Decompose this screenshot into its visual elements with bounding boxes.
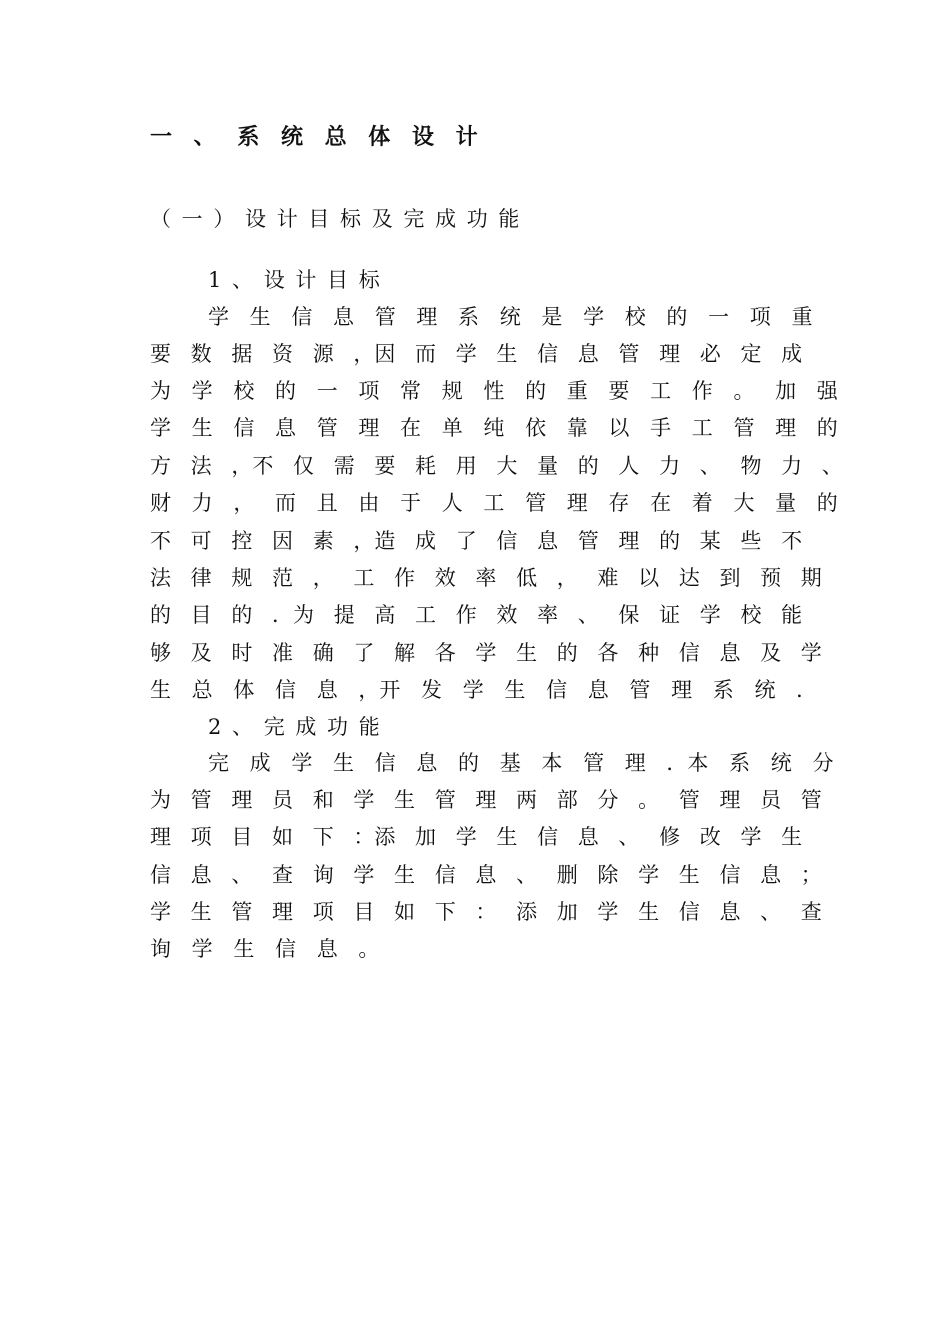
paragraph-line: 学 生 信 息 管 理 在 单 纯 依 靠 以 手 工 管 理 的 (150, 416, 838, 440)
paragraph-line: 要 数 据 资 源 ，因 而 学 生 信 息 管 理 必 定 成 (150, 342, 803, 366)
item1-heading: 1 、 设 计 目 标 (208, 268, 380, 292)
paragraph-line: 信 息 、 查 询 学 生 信 息 、 删 除 学 生 信 息 ； (150, 863, 822, 887)
paragraph-line: 为 管 理 员 和 学 生 管 理 两 部 分 。 管 理 员 管 (150, 788, 822, 812)
item2-heading: 2 、 完 成 功 能 (208, 715, 380, 739)
paragraph-line: 询 学 生 信 息 。 (150, 937, 380, 961)
paragraph-line: 学 生 信 息 管 理 系 统 是 学 校 的 一 项 重 (208, 305, 813, 329)
paragraph-line: 不 可 控 因 素 ，造 成 了 信 息 管 理 的 某 些 不 (150, 529, 803, 553)
paragraph-line: 生 总 体 信 息 ，开 发 学 生 信 息 管 理 系 统 ． (150, 678, 818, 702)
paragraph-line: 为 学 校 的 一 项 常 规 性 的 重 要 工 作 。 加 强 (150, 379, 838, 403)
paragraph-line: 方 法 ，不 仅 需 要 耗 用 大 量 的 人 力 、 物 力 、 (150, 454, 843, 478)
paragraph-line: 法 律 规 范 ， 工 作 效 率 低 ， 难 以 达 到 预 期 (150, 566, 822, 590)
subsection-title: （ 一 ） 设 计 目 标 及 完 成 功 能 (150, 207, 520, 231)
paragraph-line: 完 成 学 生 信 息 的 基 本 管 理 ．本 系 统 分 (208, 751, 834, 775)
paragraph-line: 的 目 的 ．为 提 高 工 作 效 率 、 保 证 学 校 能 (150, 603, 803, 627)
paragraph-line: 学 生 管 理 项 目 如 下 ： 添 加 学 生 信 息 、 查 (150, 900, 822, 924)
paragraph-line: 够 及 时 准 确 了 解 各 学 生 的 各 种 信 息 及 学 (150, 641, 822, 665)
paragraph-line: 财 力 ， 而 且 由 于 人 工 管 理 存 在 着 大 量 的 (150, 491, 838, 515)
paragraph-line: 理 项 目 如 下 ：添 加 学 生 信 息 、 修 改 学 生 (150, 825, 803, 849)
section-title: 一 、 系 统 总 体 设 计 (150, 124, 478, 150)
